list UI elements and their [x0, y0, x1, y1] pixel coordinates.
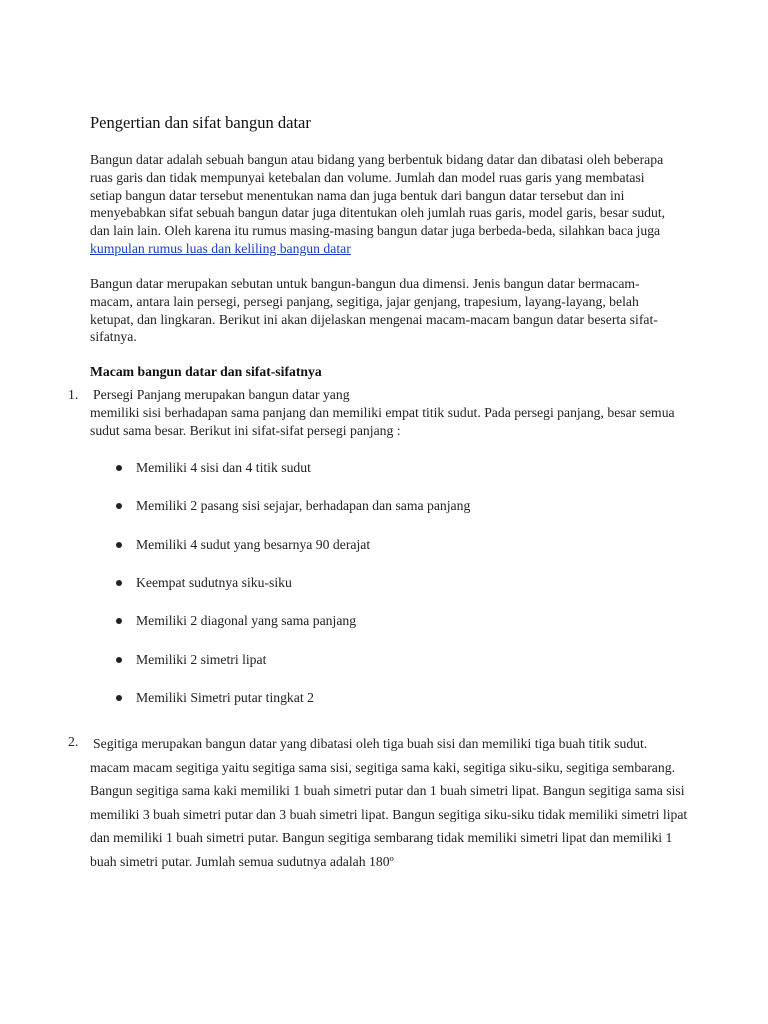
list-item-text: Memiliki 4 sisi dan 4 titik sudut: [136, 460, 311, 475]
list-item-text: Keempat sudutnya siku-siku: [136, 575, 292, 590]
bullet-icon: [116, 618, 122, 624]
bullet-icon: [116, 465, 122, 471]
item2-text: Segitiga merupakan bangun datar yang dibatasi oleh tiga buah sisi dan memiliki tiga buah titik sudut. macam macam segitiga yaitu segitiga sama sisi, segitiga sama kaki, segitiga siku-siku, segitiga sembarang. Bangun segitiga sama kaki memiliki 1 buah simetri putar dan 1 buah simetri lipat. Bangun segitiga sama sisi memiliki 3 buah simetri putar dan 3 buah simetri lipat. Bangun segitiga siku-siku tidak memiliki simetri lipat dan memiliki 1 buah simetri putar. Bangun segitiga sembarang tidak memiliki simetri lipat dan memiliki 1 buah simetri putar. Jumlah semua sudutnya adalah 180º: [90, 736, 688, 869]
bullet-icon: [116, 580, 122, 586]
list-item: [116, 498, 470, 514]
intro-text: Bangun datar adalah sebuah bangun atau bidang yang berbentuk bidang datar dan dibatasi oleh beberapa ruas garis dan tidak mempunyai ketebalan dan volume. Jumlah dan model ruas garis yang membatasi setiap bangun datar tersebut menentukan nama dan juga bentuk dari bangun datar tersebut dan ini menyebabkan sifat sebuah bangun datar juga ditentukan oleh jumlah ruas garis, model garis, besar sudut, dan lain lain. Oleh karena itu rumus masing-masing bangun datar juga berbeda-beda, silahkan baca juga: [90, 152, 666, 239]
list-item: [116, 575, 292, 591]
section-subtitle: Macam bangun datar dan sifat-sifatnya: [90, 364, 322, 379]
list-number-1: 1.: [68, 387, 79, 402]
list-item-text: Memiliki Simetri putar tingkat 2: [136, 690, 314, 705]
bullet-icon: [116, 657, 122, 663]
list-number-2: 2.: [68, 734, 79, 749]
item2-description: [90, 732, 690, 873]
bullet-icon: [116, 695, 122, 701]
list-item-text: Memiliki 2 simetri lipat: [136, 652, 267, 667]
rumus-link[interactable]: kumpulan rumus luas dan keliling bangun datar: [90, 240, 351, 256]
page-title: Pengertian dan sifat bangun datar: [90, 113, 311, 132]
list-item: [116, 537, 370, 553]
list-item: [116, 690, 314, 706]
bullet-icon: [116, 503, 122, 509]
list-item-text: Memiliki 4 sudut yang besarnya 90 derajat: [136, 537, 371, 552]
item1-first-line: Persegi Panjang merupakan bangun datar yang: [93, 387, 350, 402]
item1-description: memiliki sisi berhadapan sama panjang dan memiliki empat titik sudut. Pada persegi panjang, besar semua sudut sama besar. Berikut ini sifat-sifat persegi panjang :: [90, 405, 675, 438]
list-item-text: Memiliki 2 diagonal yang sama panjang: [136, 613, 357, 628]
list-item: [116, 613, 356, 629]
definition-paragraph: Bangun datar merupakan sebutan untuk bangun-bangun dua dimensi. Jenis bangun datar bermacam-macam, antara lain persegi, persegi panjang, segitiga, jajar genjang, trapesium, layang-layang, belah ketupat, dan lingkaran. Berikut ini akan dijelaskan mengenai macam-macam bangun datar beserta sifat-sifatnya.: [90, 276, 658, 345]
list-item: [116, 460, 311, 476]
bullet-icon: [116, 542, 122, 548]
list-item: [116, 652, 266, 668]
list-item-text: Memiliki 2 pasang sisi sejajar, berhadapan dan sama panjang: [136, 498, 471, 513]
